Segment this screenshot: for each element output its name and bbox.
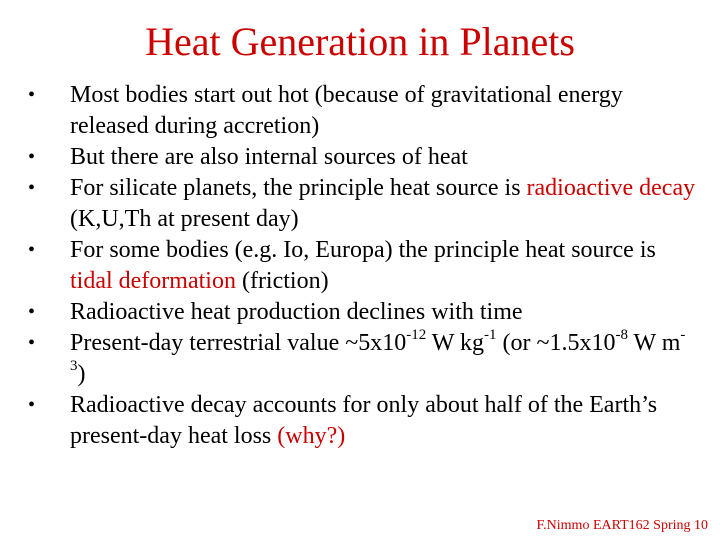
bullet-dot-icon: • [28, 177, 36, 199]
bullet-text: W kg [426, 330, 484, 356]
bullet-text: For silicate planets, the principle heat source is [70, 175, 527, 201]
bullet-dot-icon: • [28, 84, 36, 106]
bullet-dot-icon: • [28, 239, 36, 261]
highlight-text: radioactive decay [526, 175, 696, 201]
bullet-list [20, 80, 700, 452]
highlight-text: (why?) [277, 423, 346, 449]
bullet-text: For some bodies (e.g. Io, Europa) the principle heat source is [70, 237, 656, 263]
bullet-dot-icon: • [28, 301, 36, 323]
bullet-text: ) [77, 361, 86, 387]
bullet-item [20, 328, 700, 390]
bullet-dot-icon: • [28, 332, 36, 354]
bullet-item [20, 235, 700, 297]
bullet-text: (friction) [235, 268, 329, 294]
highlight-text: tidal deformation [70, 268, 236, 294]
bullet-dot-icon: • [28, 394, 36, 416]
bullet-text: (K,U,Th at present day) [70, 206, 299, 232]
slide-footer: F.Nimmo EART162 Spring 10 [536, 518, 708, 533]
bullet-item [20, 390, 700, 452]
bullet-text: (or ~1.5x10 [496, 330, 616, 356]
superscript: -1 [484, 327, 497, 343]
superscript: -12 [406, 327, 427, 343]
bullet-dot-icon: • [28, 146, 36, 168]
bullet-text: W m [627, 330, 681, 356]
bullet-item [20, 297, 700, 328]
bullet-text: Most bodies start out hot (because of gravitational energy released during accretion) [70, 82, 623, 139]
bullet-item [20, 80, 700, 142]
bullet-text: Radioactive decay accounts for only about half of the Earth’s present-day heat loss [70, 392, 658, 449]
bullet-text: Radioactive heat production declines with time [70, 299, 523, 325]
bullet-text: But there are also internal sources of heat [70, 144, 468, 170]
bullet-item [20, 142, 700, 173]
superscript: -8 [615, 327, 628, 343]
slide-title: Heat Generation in Planets [145, 19, 575, 64]
bullet-item [20, 173, 700, 235]
superscript: -3 [70, 327, 686, 374]
bullet-text: Present-day terrestrial value ~5x10 [70, 330, 407, 356]
